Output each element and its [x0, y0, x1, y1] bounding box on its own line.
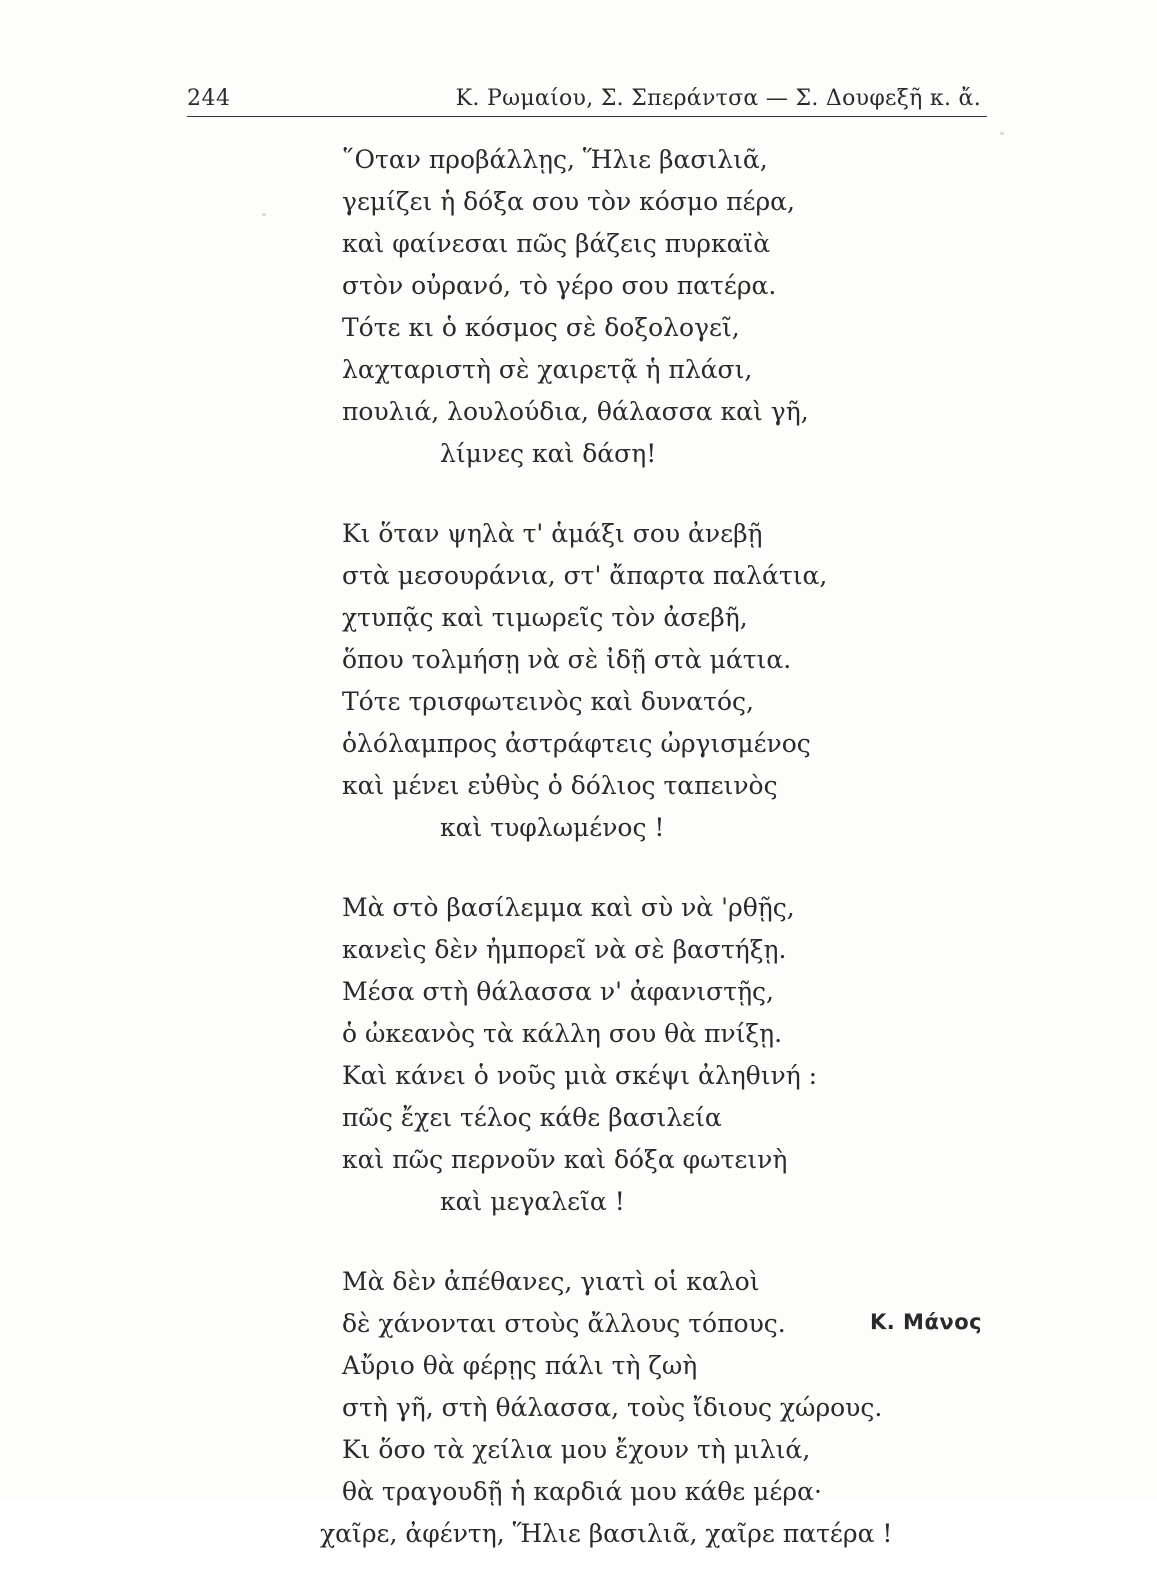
- poem-line: θὰ τραγουδῇ ἡ καρδιά μου κάθε μέρα·: [342, 1477, 822, 1506]
- stanza-1: [320, 139, 960, 475]
- poem-line: στὴ γῆ, στὴ θάλασσα, τοὺς ἴδιους χώρους.: [342, 1393, 883, 1422]
- poem-line: Κι ὅσο τὰ χείλια μου ἔχουν τὴ μιλιά,: [342, 1435, 811, 1464]
- poem-line: πῶς ἔχει τέλος κάθε βασιλεία: [342, 1103, 722, 1132]
- paper-speck: [262, 213, 266, 216]
- poem-line: Κι ὅταν ψηλὰ τ' ἁμάξι σου ἀνεβῇ: [342, 519, 763, 548]
- stanza-4: [320, 1261, 960, 1555]
- poem-line-refrain: καὶ μεγαλεῖα !: [440, 1187, 625, 1216]
- poem-line: Μέσα στὴ θάλασσα ν' ἀφανιστῇς,: [342, 977, 774, 1006]
- poem-line: καὶ φαίνεσαι πῶς βάζεις πυρκαϊὰ: [342, 229, 771, 258]
- poem-line: ὅπου τολμήσῃ νὰ σὲ ἰδῇ στὰ μάτια.: [342, 645, 792, 674]
- poem-line: ὁλόλαμπρος ἀστράφτεις ὠργισμένος: [342, 729, 811, 758]
- poem-line: στὸν οὐρανό, τὸ γέρο σου πατέρα.: [342, 271, 777, 300]
- poem-line-closing: χαῖρε, ἀφέντη, Ἥλιε βασιλιᾶ, χαῖρε πατέρα !: [320, 1519, 893, 1548]
- page-number: 244: [187, 86, 231, 111]
- poem-line: Τότε κι ὁ κόσμος σὲ δοξολογεῖ,: [342, 313, 740, 342]
- poem-line-refrain: καὶ τυφλωμένος !: [440, 813, 665, 842]
- poem-line: κανεὶς δὲν ἠμπορεῖ νὰ σὲ βαστήξῃ.: [342, 935, 787, 964]
- author-signature: Κ. Μάνος: [870, 1310, 983, 1334]
- poem-line: δὲ χάνονται στοὺς ἄλλους τόπους.: [342, 1309, 786, 1338]
- running-header: [187, 86, 987, 117]
- poem-line: λαχταριστὴ σὲ χαιρετᾷ ἡ πλάσι,: [342, 355, 753, 384]
- poem-line: Τότε τρισφωτεινὸς καὶ δυνατός,: [342, 687, 754, 716]
- poem-line-refrain: λίμνες καὶ δάση!: [440, 439, 657, 468]
- poem-line: Μὰ δὲν ἀπέθανες, γιατὶ οἱ καλοὶ: [342, 1267, 760, 1296]
- poem-line: Αὔριο θὰ φέρῃς πάλι τὴ ζωὴ: [342, 1351, 698, 1380]
- poem-line: χτυπᾷς καὶ τιμωρεῖς τὸν ἀσεβῆ,: [342, 603, 748, 632]
- stanza-2: [320, 513, 960, 849]
- poem-line: Καὶ κάνει ὁ νοῦς μιὰ σκέψι ἀληθινή :: [342, 1061, 818, 1090]
- poem-line: ὁ ὠκεανὸς τὰ κάλλη σου θὰ πνίξῃ.: [342, 1019, 783, 1048]
- poem-line: καὶ μένει εὐθὺς ὁ δόλιος ταπεινὸς: [342, 771, 778, 800]
- poem-line: πουλιά, λουλούδια, θάλασσα καὶ γῆ,: [342, 397, 809, 426]
- poem: [320, 139, 960, 1593]
- poem-line: Μὰ στὸ βασίλεμμα καὶ σὺ νὰ 'ρθῇς,: [342, 893, 795, 922]
- poem-line: ῞Οταν προβάλλῃς, Ἥλιε βασιλιᾶ,: [342, 145, 768, 174]
- stanza-3: [320, 887, 960, 1223]
- poem-line: καὶ πῶς περνοῦν καὶ δόξα φωτεινὴ: [342, 1145, 788, 1174]
- poem-line: γεμίζει ἡ δόξα σου τὸν κόσμο πέρα,: [342, 187, 796, 216]
- paper-speck: [1000, 132, 1004, 135]
- poem-line: στὰ μεσουράνια, στ' ἄπαρτα παλάτια,: [342, 561, 828, 590]
- header-authors: Κ. Ρωμαίου, Σ. Σπεράντσα — Σ. Δουφεξῆ κ. ἄ.: [455, 86, 981, 111]
